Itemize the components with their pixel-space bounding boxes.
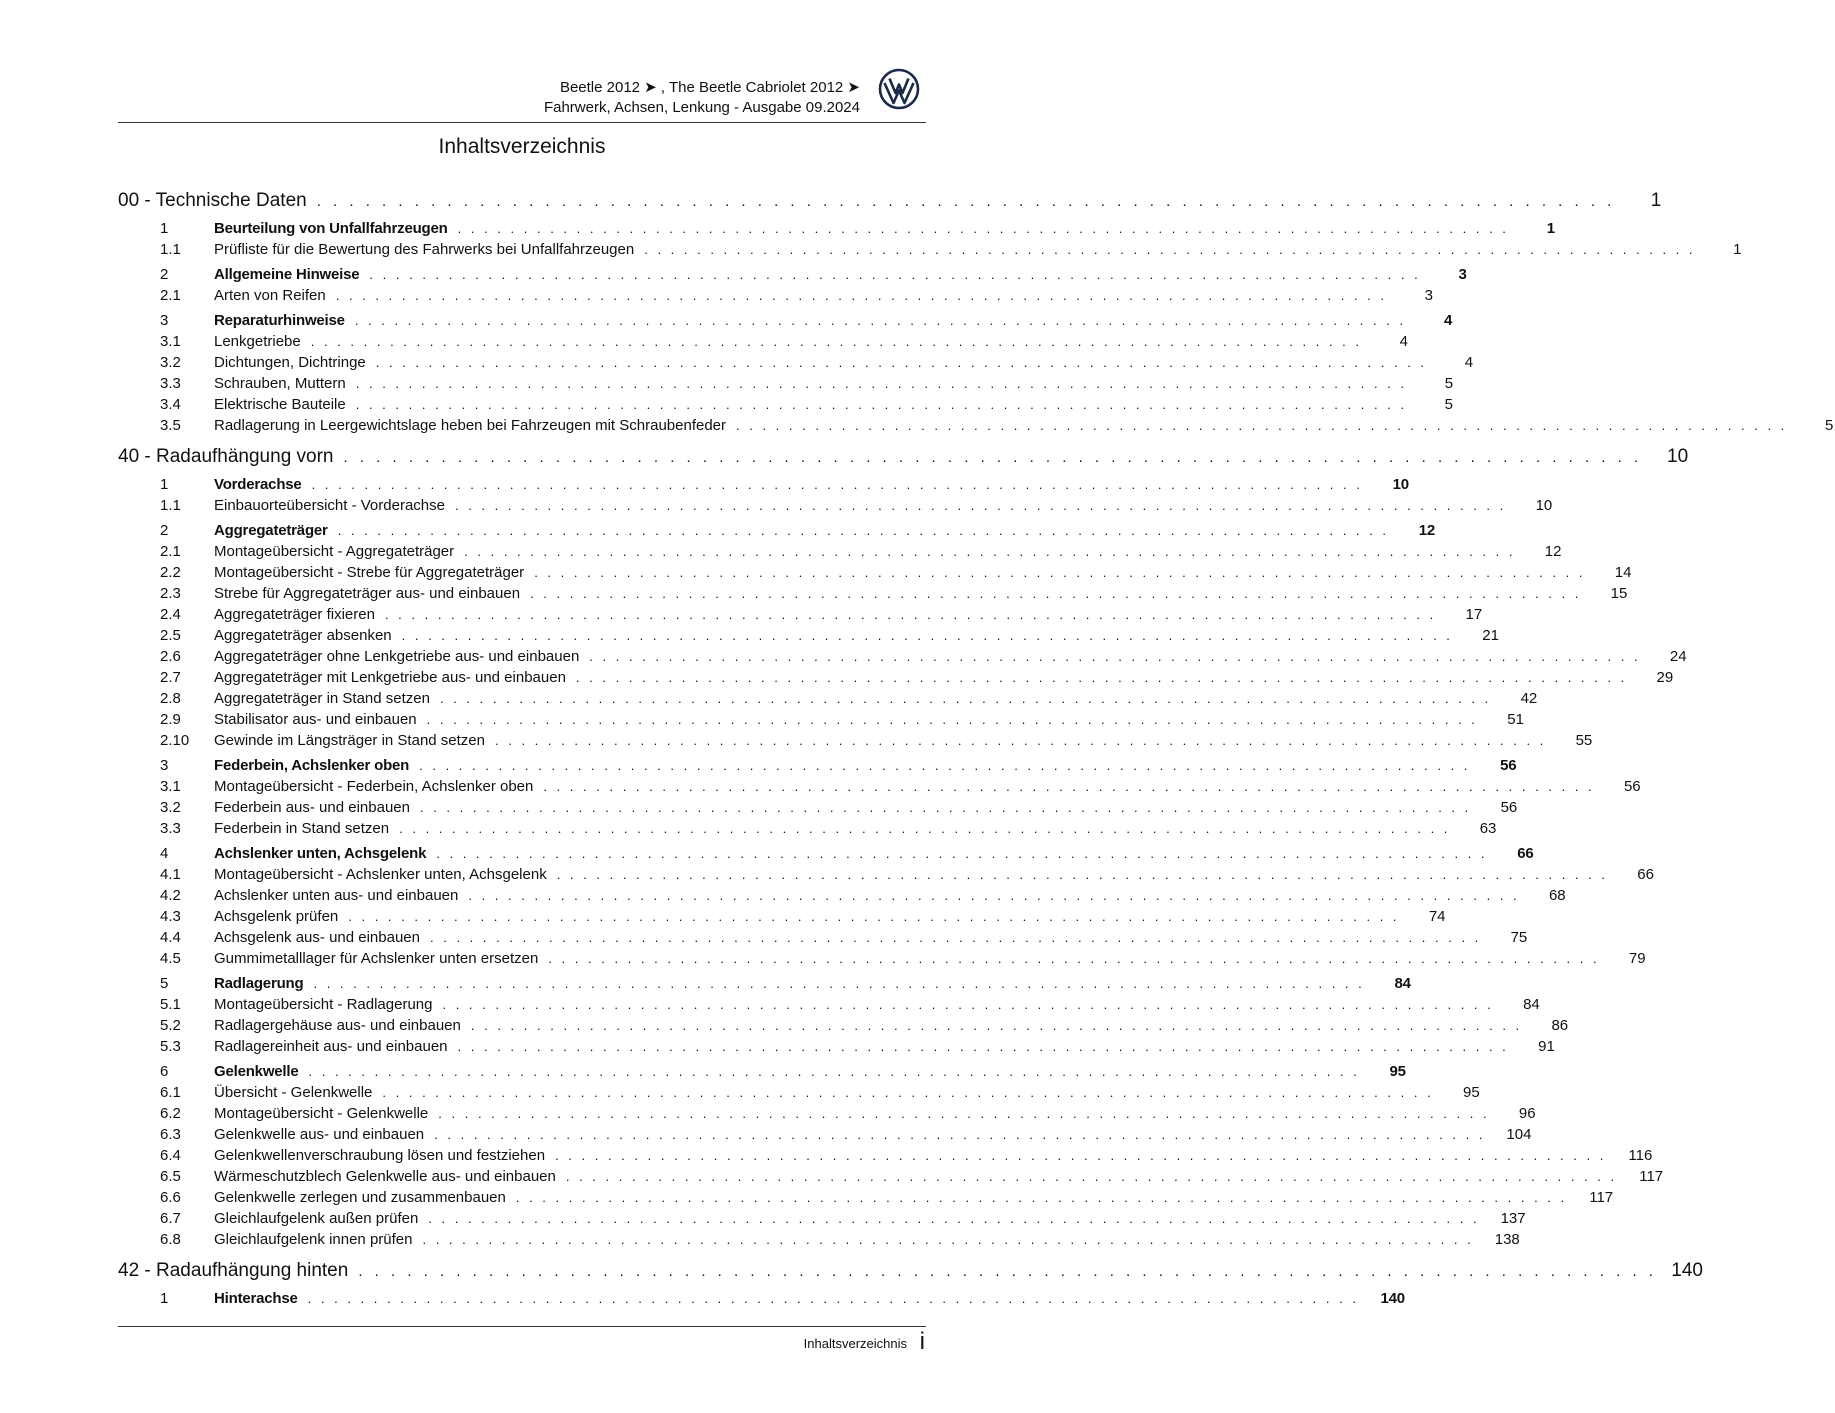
- toc-page-number: 24: [1669, 648, 1687, 665]
- toc-sub-row[interactable]: [118, 1038, 1555, 1059]
- page-header: [118, 78, 926, 122]
- toc-number: 1: [160, 476, 169, 493]
- toc-title: Allgemeine Hinweise: [214, 266, 360, 283]
- toc-title: Aggregateträger in Stand setzen: [214, 690, 430, 707]
- toc-page-number: 116: [1628, 1147, 1653, 1164]
- toc-page-number: 55: [1575, 732, 1593, 749]
- toc-title: Gewinde im Längsträger in Stand setzen: [214, 732, 485, 749]
- toc-leader-dots: . . . . . . . . . . . . . . . . . . . . . . . . . . . . . . . . . . . . . . . . . . . . . . . . . . . . . . . . . . . . . . . . . . . . . . . . . . . . . . . .: [399, 821, 1451, 836]
- toc-sub-row[interactable]: [118, 1147, 1653, 1168]
- header-text: [544, 78, 860, 117]
- toc-page-number: 86: [1551, 1017, 1569, 1034]
- toc-number: 4.1: [160, 866, 181, 883]
- toc-page-number: 84: [1523, 996, 1540, 1013]
- toc-sub-row[interactable]: [118, 375, 1454, 396]
- toc-title: Schrauben, Muttern: [214, 375, 346, 392]
- toc-leader-dots: . . . . . . . . . . . . . . . . . . . . . . . . . . . . . . . . . . . . . . . . . . . . . . . . . . . . . . . . . . . . . . . . . . . . . . . . . . . . . . . .: [419, 758, 1471, 773]
- toc-title: Montageübersicht - Federbein, Achslenker oben: [214, 778, 534, 795]
- toc-page-number: 1: [1733, 241, 1742, 258]
- toc-title: Lenkgetriebe: [214, 333, 301, 350]
- toc-leader-dots: . . . . . . . . . . . . . . . . . . . . . . . . . . . . . . . . . . . . . . . . . . . . . . . . . . . . . . . . . . . . . . . . . . . . . . . . . . . . . . . .: [457, 1039, 1509, 1054]
- toc-section-row[interactable]: [118, 220, 1555, 241]
- toc-number: 3.3: [160, 375, 181, 392]
- toc-title: Gummimetalllager für Achslenker unten ersetzen: [214, 950, 539, 967]
- toc-page-number: 4: [1443, 312, 1453, 329]
- toc-page-number: 10: [1667, 446, 1689, 467]
- toc-number: 3.1: [160, 778, 181, 795]
- toc-leader-dots: . . . . . . . . . . . . . . . . . . . . . . . . . . . . . . . . . . . . . . . . . . . . . . . . . . . . . . . . . . . . . . . . . . . . . . . . . . . . . . . .: [375, 355, 1428, 370]
- toc-title: Achslenker unten, Achsgelenk: [214, 845, 427, 862]
- toc-number: 2.6: [160, 648, 181, 665]
- toc-section-row[interactable]: [118, 845, 1534, 866]
- toc-sub-row[interactable]: [118, 606, 1483, 627]
- toc-number: 6.7: [160, 1210, 181, 1227]
- toc-number: 3.5: [160, 417, 181, 434]
- toc-leader-dots: . . . . . . . . . . . . . . . . . . . . . . . . . . . . . . . . . . . . . . . . . . . . . . . . . . . . . . . . . . . . . . . . . . . . . . . . . . . . . . . .: [316, 193, 1616, 210]
- toc-number: 5.2: [160, 1017, 181, 1034]
- toc-page-number: 3: [1424, 287, 1434, 304]
- toc-leader-dots: . . . . . . . . . . . . . . . . . . . . . . . . . . . . . . . . . . . . . . . . . . . . . . . . . . . . . . . . . . . . . . . . . . . . . . . . . . . . . . . .: [354, 313, 1407, 328]
- toc-number: 3.2: [160, 354, 181, 371]
- toc-page-number: 137: [1500, 1210, 1526, 1227]
- toc-number: 6.6: [160, 1189, 181, 1206]
- toc-leader-dots: . . . . . . . . . . . . . . . . . . . . . . . . . . . . . . . . . . . . . . . . . . . . . . . . . . . . . . . . . . . . . . . . . . . . . . . . . . . . . . . .: [436, 846, 1488, 861]
- toc-page-number: 79: [1628, 950, 1646, 967]
- toc-page-number: 5: [1444, 396, 1454, 413]
- toc-page-number: 4: [1399, 333, 1409, 350]
- toc-page-number: 21: [1482, 627, 1499, 644]
- toc-title: Gleichlaufgelenk außen prüfen: [214, 1210, 419, 1227]
- toc-section-row[interactable]: [118, 522, 1435, 543]
- toc-title: Aggregateträger mit Lenkgetriebe aus- und einbauen: [214, 669, 566, 686]
- toc-sub-row[interactable]: [118, 1105, 1536, 1126]
- toc-title: Montageübersicht - Achslenker unten, Achsgelenk: [214, 866, 547, 883]
- toc-sub-row[interactable]: [118, 1210, 1526, 1231]
- toc-number: 6.4: [160, 1147, 181, 1164]
- footer-divider: [118, 1326, 926, 1327]
- toc-leader-dots: . . . . . . . . . . . . . . . . . . . . . . . . . . . . . . . . . . . . . . . . . . . . . . . . . . . . . . . . . . . . . . . . . . . . . . . . . . . . . . . .: [343, 449, 1643, 466]
- toc-page-number: 56: [1500, 799, 1518, 816]
- toc-sub-row[interactable]: [118, 908, 1446, 929]
- toc-page-number: 56: [1623, 778, 1641, 795]
- toc-sub-row[interactable]: [118, 866, 1654, 887]
- toc-sub-row[interactable]: [118, 950, 1646, 971]
- toc-page-number: 117: [1639, 1168, 1664, 1185]
- toc-leader-dots: . . . . . . . . . . . . . . . . . . . . . . . . . . . . . . . . . . . . . . . . . . . . . . . . . . . . . . . . . . . . . . . . . . . . . . . . . . . . . . . .: [644, 242, 1696, 257]
- toc-leader-dots: . . . . . . . . . . . . . . . . . . . . . . . . . . . . . . . . . . . . . . . . . . . . . . . . . . . . . . . . . . . . . . . . . . . . . . . . . . . . . . . .: [736, 418, 1788, 433]
- toc-page-number: 10: [1392, 476, 1409, 493]
- toc-page-number: 74: [1428, 908, 1446, 925]
- toc-sub-row[interactable]: [118, 820, 1497, 841]
- toc-number: 6.8: [160, 1231, 181, 1248]
- toc-leader-dots: . . . . . . . . . . . . . . . . . . . . . . . . . . . . . . . . . . . . . . . . . . . . . . . . . . . . . . . . . . . . . . . . . . . . . . . . . . . . . . . .: [337, 523, 1389, 538]
- toc-leader-dots: . . . . . . . . . . . . . . . . . . . . . . . . . . . . . . . . . . . . . . . . . . . . . . . . . . . . . . . . . . . . . . . . . . . . . . . . . . . . . . . .: [468, 888, 1520, 903]
- toc-number: 1.1: [160, 241, 181, 258]
- toc-page-number: 17: [1465, 606, 1483, 623]
- toc-leader-dots: . . . . . . . . . . . . . . . . . . . . . . . . . . . . . . . . . . . . . . . . . . . . . . . . . . . . . . . . . . . . . . . . . . . . . . . . . . . . . . . .: [438, 1106, 1490, 1121]
- toc-title: Aggregateträger fixieren: [214, 606, 375, 623]
- toc-leader-dots: . . . . . . . . . . . . . . . . . . . . . . . . . . . . . . . . . . . . . . . . . . . . . . . . . . . . . . . . . . . . . . . . . . . . . . . . . . . . . . . .: [575, 670, 1628, 685]
- toc-number: 2.4: [160, 606, 181, 623]
- toc-leader-dots: . . . . . . . . . . . . . . . . . . . . . . . . . . . . . . . . . . . . . . . . . . . . . . . . . . . . . . . . . . . . . . . . . . . . . . . . . . . . . . . .: [355, 376, 1408, 391]
- toc-sub-row[interactable]: [118, 732, 1593, 753]
- toc-leader-dots: . . . . . . . . . . . . . . . . . . . . . . . . . . . . . . . . . . . . . . . . . . . . . . . . . . . . . . . . . . . . . . . . . . . . . . . . . . . . . . . .: [464, 544, 1516, 559]
- toc-sub-row[interactable]: [118, 1084, 1480, 1105]
- toc-sub-row[interactable]: [118, 497, 1553, 518]
- toc-leader-dots: . . . . . . . . . . . . . . . . . . . . . . . . . . . . . . . . . . . . . . . . . . . . . . . . . . . . . . . . . . . . . . . . . . . . . . . . . . . . . . . .: [565, 1169, 1618, 1184]
- toc-sub-row[interactable]: [118, 333, 1409, 354]
- toc-leader-dots: . . . . . . . . . . . . . . . . . . . . . . . . . . . . . . . . . . . . . . . . . . . . . . . . . . . . . . . . . . . . . . . . . . . . . . . . . . . . . . . .: [556, 867, 1608, 882]
- toc-number: 4.3: [160, 908, 181, 925]
- toc-number: 6.2: [160, 1105, 181, 1122]
- toc-sub-row[interactable]: [118, 690, 1538, 711]
- toc-sub-row[interactable]: [118, 929, 1528, 950]
- toc-number: 2.3: [160, 585, 181, 602]
- toc-title: Gelenkwelle aus- und einbauen: [214, 1126, 425, 1143]
- toc-section-row[interactable]: [118, 975, 1411, 996]
- toc-number: 5.1: [160, 996, 181, 1013]
- toc-chapter-row[interactable]: [118, 1260, 1703, 1290]
- toc-title: Aggregateträger: [214, 522, 328, 539]
- toc-title: Achsgelenk prüfen: [214, 908, 339, 925]
- toc-title: Prüfliste für die Bewertung des Fahrwerks bei Unfallfahrzeugen: [214, 241, 635, 258]
- toc-sub-row[interactable]: [118, 543, 1562, 564]
- toc-number: 6.5: [160, 1168, 181, 1185]
- toc-section-row[interactable]: [118, 312, 1453, 333]
- toc-leader-dots: . . . . . . . . . . . . . . . . . . . . . . . . . . . . . . . . . . . . . . . . . . . . . . . . . . . . . . . . . . . . . . . . . . . . . . . . . . . . . . . .: [434, 1127, 1486, 1142]
- toc-leader-dots: . . . . . . . . . . . . . . . . . . . . . . . . . . . . . . . . . . . . . . . . . . . . . . . . . . . . . . . . . . . . . . . . . . . . . . . . . . . . . . . .: [358, 1263, 1657, 1280]
- toc-leader-dots: . . . . . . . . . . . . . . . . . . . . . . . . . . . . . . . . . . . . . . . . . . . . . . . . . . . . . . . . . . . . . . . . . . . . . . . . . . . . . . . .: [355, 397, 1408, 412]
- toc-number: 3: [160, 757, 169, 774]
- toc-title: Aggregateträger absenken: [214, 627, 392, 644]
- toc-title: Montageübersicht - Aggregateträger: [214, 543, 455, 560]
- toc-page-number: 75: [1510, 929, 1528, 946]
- toc-title: Federbein aus- und einbauen: [214, 799, 410, 816]
- toc-sub-row[interactable]: [118, 585, 1628, 606]
- toc-leader-dots: . . . . . . . . . . . . . . . . . . . . . . . . . . . . . . . . . . . . . . . . . . . . . . . . . . . . . . . . . . . . . . . . . . . . . . . . . . . . . . . .: [428, 1211, 1480, 1226]
- toc-leader-dots: . . . . . . . . . . . . . . . . . . . . . . . . . . . . . . . . . . . . . . . . . . . . . . . . . . . . . . . . . . . . . . . . . . . . . . . . . . . . . . . .: [313, 976, 1365, 991]
- toc-number: 6: [160, 1063, 169, 1080]
- vw-logo-icon: [878, 68, 920, 110]
- toc-page-number: 84: [1394, 975, 1411, 992]
- toc-title: Beurteilung von Unfallfahrzeugen: [214, 220, 448, 237]
- toc-page-number: 15: [1610, 585, 1628, 602]
- toc-title: Gleichlaufgelenk innen prüfen: [214, 1231, 413, 1248]
- toc-leader-dots: . . . . . . . . . . . . . . . . . . . . . . . . . . . . . . . . . . . . . . . . . . . . . . . . . . . . . . . . . . . . . . . . . . . . . . . . . . . . . . . .: [439, 691, 1492, 706]
- toc-title: Radlagerung in Leergewichtslage heben bei Fahrzeugen mit Schraubenfeder: [214, 417, 727, 434]
- toc-leader-dots: . . . . . . . . . . . . . . . . . . . . . . . . . . . . . . . . . . . . . . . . . . . . . . . . . . . . . . . . . . . . . . . . . . . . . . . . . . . . . . . .: [548, 951, 1600, 966]
- toc-sub-row[interactable]: [118, 354, 1474, 375]
- toc-sub-row[interactable]: [118, 669, 1674, 690]
- toc-leader-dots: . . . . . . . . . . . . . . . . . . . . . . . . . . . . . . . . . . . . . . . . . . . . . . . . . . . . . . . . . . . . . . . . . . . . . . . . . . . . . . . .: [534, 565, 1586, 580]
- toc-title: Montageübersicht - Radlagerung: [214, 996, 433, 1013]
- toc-page-number: 104: [1506, 1126, 1532, 1143]
- toc-leader-dots: . . . . . . . . . . . . . . . . . . . . . . . . . . . . . . . . . . . . . . . . . . . . . . . . . . . . . . . . . . . . . . . . . . . . . . . . . . . . . . . .: [422, 1232, 1474, 1247]
- toc-page-number: 140: [1671, 1260, 1703, 1281]
- toc-page-number: 138: [1494, 1231, 1520, 1248]
- toc-title: Federbein in Stand setzen: [214, 820, 390, 837]
- toc-title: Radlagereinheit aus- und einbauen: [214, 1038, 448, 1055]
- toc-sub-row[interactable]: [118, 417, 1834, 438]
- toc-number: 1.1: [160, 497, 181, 514]
- toc-leader-dots: . . . . . . . . . . . . . . . . . . . . . . . . . . . . . . . . . . . . . . . . . . . . . . . . . . . . . . . . . . . . . . . . . . . . . . . . . . . . . . . .: [382, 1085, 1434, 1100]
- toc-title: Übersicht - Gelenkwelle: [214, 1084, 373, 1101]
- toc-title: Dichtungen, Dichtringe: [214, 354, 366, 371]
- toc-number: 3: [160, 312, 169, 329]
- toc-page-number: 56: [1500, 757, 1517, 774]
- toc-page-number: 12: [1418, 522, 1435, 539]
- toc-sub-row[interactable]: [118, 887, 1566, 908]
- toc-number: 4.5: [160, 950, 181, 967]
- toc-number: 2.5: [160, 627, 181, 644]
- toc-section-row[interactable]: [118, 266, 1467, 287]
- toc-number: 5: [160, 975, 169, 992]
- toc-title: Gelenkwellenverschraubung lösen und festziehen: [214, 1147, 546, 1164]
- toc-page-number: 68: [1548, 887, 1566, 904]
- toc-page-number: 66: [1637, 866, 1654, 883]
- toc-sub-row[interactable]: [118, 1189, 1614, 1210]
- toc-number: 2: [160, 266, 169, 283]
- toc-page-number: 51: [1507, 711, 1524, 728]
- toc-sub-row[interactable]: [118, 1017, 1569, 1038]
- toc-number: 2: [160, 522, 169, 539]
- toc-title: Einbauorteübersicht - Vorderachse: [214, 497, 445, 514]
- toc-sub-row[interactable]: [118, 396, 1454, 417]
- toc-number: 1: [160, 1290, 169, 1307]
- toc-number: 2.2: [160, 564, 181, 581]
- table-of-contents: [118, 190, 1834, 1311]
- toc-number: 2.8: [160, 690, 181, 707]
- toc-leader-dots: . . . . . . . . . . . . . . . . . . . . . . . . . . . . . . . . . . . . . . . . . . . . . . . . . . . . . . . . . . . . . . . . . . . . . . . . . . . . . . . .: [426, 712, 1478, 727]
- toc-title: Gelenkwelle: [214, 1063, 299, 1080]
- toc-number: 3.4: [160, 396, 181, 413]
- toc-title: Elektrische Bauteile: [214, 396, 346, 413]
- toc-number: 2.10: [160, 732, 190, 749]
- toc-sub-row[interactable]: [118, 1231, 1520, 1252]
- toc-leader-dots: . . . . . . . . . . . . . . . . . . . . . . . . . . . . . . . . . . . . . . . . . . . . . . . . . . . . . . . . . . . . . . . . . . . . . . . . . . . . . . . .: [530, 586, 1582, 601]
- toc-leader-dots: . . . . . . . . . . . . . . . . . . . . . . . . . . . . . . . . . . . . . . . . . . . . . . . . . . . . . . . . . . . . . . . . . . . . . . . . . . . . . . . .: [401, 628, 1453, 643]
- toc-sub-row[interactable]: [118, 778, 1641, 799]
- toc-leader-dots: . . . . . . . . . . . . . . . . . . . . . . . . . . . . . . . . . . . . . . . . . . . . . . . . . . . . . . . . . . . . . . . . . . . . . . . . . . . . . . . .: [430, 930, 1482, 945]
- toc-number: 3.1: [160, 333, 181, 350]
- toc-section-row[interactable]: [118, 1063, 1406, 1084]
- toc-number: 6.1: [160, 1084, 181, 1101]
- footer-label: Inhaltsverzeichnis: [803, 1336, 907, 1351]
- toc-leader-dots: . . . . . . . . . . . . . . . . . . . . . . . . . . . . . . . . . . . . . . . . . . . . . . . . . . . . . . . . . . . . . . . . . . . . . . . . . . . . . . . .: [384, 607, 1437, 622]
- toc-leader-dots: . . . . . . . . . . . . . . . . . . . . . . . . . . . . . . . . . . . . . . . . . . . . . . . . . . . . . . . . . . . . . . . . . . . . . . . . . . . . . . . .: [369, 267, 1421, 282]
- toc-page-number: 1: [1546, 220, 1555, 237]
- toc-sub-row[interactable]: [118, 799, 1518, 820]
- toc-number: 3.3: [160, 820, 181, 837]
- toc-number: 4: [160, 845, 169, 862]
- toc-number: 1: [160, 220, 169, 237]
- toc-number: 6.3: [160, 1126, 181, 1143]
- toc-chapter-row[interactable]: [118, 190, 1662, 220]
- toc-title: 00 - Technische Daten: [118, 190, 307, 211]
- toc-sub-row[interactable]: [118, 1168, 1664, 1189]
- header-line-1: Beetle 2012 ➤ , The Beetle Cabriolet 2012 ➤: [559, 79, 860, 96]
- toc-leader-dots: . . . . . . . . . . . . . . . . . . . . . . . . . . . . . . . . . . . . . . . . . . . . . . . . . . . . . . . . . . . . . . . . . . . . . . . . . . . . . . . .: [442, 997, 1494, 1012]
- toc-leader-dots: . . . . . . . . . . . . . . . . . . . . . . . . . . . . . . . . . . . . . . . . . . . . . . . . . . . . . . . . . . . . . . . . . . . . . . . . . . . . . . . .: [308, 1064, 1360, 1079]
- toc-leader-dots: . . . . . . . . . . . . . . . . . . . . . . . . . . . . . . . . . . . . . . . . . . . . . . . . . . . . . . . . . . . . . . . . . . . . . . . . . . . . . . . .: [555, 1148, 1607, 1163]
- toc-sub-row[interactable]: [118, 627, 1499, 648]
- toc-page-number: 12: [1544, 543, 1562, 560]
- toc-number: 2.1: [160, 543, 181, 560]
- toc-title: Achsgelenk aus- und einbauen: [214, 929, 420, 946]
- toc-chapter-row[interactable]: [118, 446, 1689, 476]
- toc-title: Gelenkwelle zerlegen und zusammenbauen: [214, 1189, 506, 1206]
- toc-leader-dots: . . . . . . . . . . . . . . . . . . . . . . . . . . . . . . . . . . . . . . . . . . . . . . . . . . . . . . . . . . . . . . . . . . . . . . . . . . . . . . . .: [335, 288, 1388, 303]
- toc-page-number: 5: [1824, 417, 1834, 434]
- toc-title: 40 - Radaufhängung vorn: [118, 446, 334, 467]
- toc-page-number: 5: [1444, 375, 1454, 392]
- toc-leader-dots: . . . . . . . . . . . . . . . . . . . . . . . . . . . . . . . . . . . . . . . . . . . . . . . . . . . . . . . . . . . . . . . . . . . . . . . . . . . . . . . .: [311, 477, 1363, 492]
- toc-number: 2.7: [160, 669, 181, 686]
- toc-sub-row[interactable]: [118, 241, 1742, 262]
- header-line-2: Fahrwerk, Achsen, Lenkung - Ausgabe 09.2024: [543, 98, 860, 116]
- toc-title: Federbein, Achslenker oben: [214, 757, 410, 774]
- toc-section-row[interactable]: [118, 1290, 1405, 1311]
- toc-title: Stabilisator aus- und einbauen: [214, 711, 417, 728]
- toc-number: 3.2: [160, 799, 181, 816]
- toc-page-number: 63: [1479, 820, 1497, 837]
- toc-leader-dots: . . . . . . . . . . . . . . . . . . . . . . . . . . . . . . . . . . . . . . . . . . . . . . . . . . . . . . . . . . . . . . . . . . . . . . . . . . . . . . . .: [470, 1018, 1523, 1033]
- toc-leader-dots: . . . . . . . . . . . . . . . . . . . . . . . . . . . . . . . . . . . . . . . . . . . . . . . . . . . . . . . . . . . . . . . . . . . . . . . . . . . . . . . .: [589, 649, 1641, 664]
- toc-leader-dots: . . . . . . . . . . . . . . . . . . . . . . . . . . . . . . . . . . . . . . . . . . . . . . . . . . . . . . . . . . . . . . . . . . . . . . . . . . . . . . . .: [543, 779, 1595, 794]
- toc-sub-row[interactable]: [118, 711, 1524, 732]
- toc-page-number: 10: [1535, 497, 1553, 514]
- toc-title: 42 - Radaufhängung hinten: [118, 1260, 349, 1281]
- toc-number: 4.4: [160, 929, 181, 946]
- toc-title: Montageübersicht - Gelenkwelle: [214, 1105, 429, 1122]
- toc-title: Hinterachse: [214, 1290, 298, 1307]
- toc-page-number: 29: [1656, 669, 1674, 686]
- toc-number: 5.3: [160, 1038, 181, 1055]
- toc-leader-dots: . . . . . . . . . . . . . . . . . . . . . . . . . . . . . . . . . . . . . . . . . . . . . . . . . . . . . . . . . . . . . . . . . . . . . . . . . . . . . . . .: [457, 221, 1509, 236]
- toc-title: Radlagerung: [214, 975, 304, 992]
- toc-number: 4.2: [160, 887, 181, 904]
- toc-number: 2.9: [160, 711, 181, 728]
- toc-page-number: 3: [1458, 266, 1467, 283]
- toc-title: Vorderachse: [214, 476, 302, 493]
- toc-leader-dots: . . . . . . . . . . . . . . . . . . . . . . . . . . . . . . . . . . . . . . . . . . . . . . . . . . . . . . . . . . . . . . . . . . . . . . . . . . . . . . . .: [454, 498, 1507, 513]
- toc-sub-row[interactable]: [118, 1126, 1532, 1147]
- toc-leader-dots: . . . . . . . . . . . . . . . . . . . . . . . . . . . . . . . . . . . . . . . . . . . . . . . . . . . . . . . . . . . . . . . . . . . . . . . . . . . . . . . .: [495, 733, 1547, 748]
- toc-page-number: 117: [1589, 1189, 1614, 1206]
- toc-page-number: 1: [1650, 190, 1662, 211]
- toc-leader-dots: . . . . . . . . . . . . . . . . . . . . . . . . . . . . . . . . . . . . . . . . . . . . . . . . . . . . . . . . . . . . . . . . . . . . . . . . . . . . . . . .: [310, 334, 1363, 349]
- toc-section-row[interactable]: [118, 476, 1409, 497]
- toc-title: Radlagergehäuse aus- und einbauen: [214, 1017, 461, 1034]
- toc-section-row[interactable]: [118, 757, 1517, 778]
- toc-sub-row[interactable]: [118, 564, 1632, 585]
- toc-page-number: 66: [1517, 845, 1534, 862]
- toc-number: 2.1: [160, 287, 181, 304]
- toc-page-number: 95: [1463, 1084, 1480, 1101]
- toc-page-number: 140: [1380, 1290, 1405, 1307]
- toc-leader-dots: . . . . . . . . . . . . . . . . . . . . . . . . . . . . . . . . . . . . . . . . . . . . . . . . . . . . . . . . . . . . . . . . . . . . . . . . . . . . . . . .: [307, 1291, 1359, 1306]
- toc-title: Arten von Reifen: [214, 287, 326, 304]
- toc-title: Wärmeschutzblech Gelenkwelle aus- und einbauen: [214, 1168, 556, 1185]
- toc-page-number: 91: [1538, 1038, 1555, 1055]
- toc-sub-row[interactable]: [118, 996, 1540, 1017]
- toc-sub-row[interactable]: [118, 648, 1687, 669]
- toc-page-number: 14: [1614, 564, 1632, 581]
- header-divider: [118, 122, 926, 123]
- toc-page-number: 96: [1518, 1105, 1536, 1122]
- toc-title: Strebe für Aggregateträger aus- und einbauen: [214, 585, 521, 602]
- toc-page-number: 42: [1520, 690, 1538, 707]
- toc-leader-dots: . . . . . . . . . . . . . . . . . . . . . . . . . . . . . . . . . . . . . . . . . . . . . . . . . . . . . . . . . . . . . . . . . . . . . . . . . . . . . . . .: [419, 800, 1472, 815]
- page-title: Inhaltsverzeichnis: [438, 135, 606, 158]
- toc-title: Reparaturhinweise: [214, 312, 345, 329]
- toc-sub-row[interactable]: [118, 287, 1434, 308]
- footer-page-number: i: [919, 1328, 925, 1355]
- toc-leader-dots: . . . . . . . . . . . . . . . . . . . . . . . . . . . . . . . . . . . . . . . . . . . . . . . . . . . . . . . . . . . . . . . . . . . . . . . . . . . . . . . .: [348, 909, 1400, 924]
- toc-title: Montageübersicht - Strebe für Aggregateträger: [214, 564, 525, 581]
- toc-page-number: 95: [1389, 1063, 1406, 1080]
- toc-leader-dots: . . . . . . . . . . . . . . . . . . . . . . . . . . . . . . . . . . . . . . . . . . . . . . . . . . . . . . . . . . . . . . . . . . . . . . . . . . . . . . . .: [515, 1190, 1568, 1205]
- toc-title: Achslenker unten aus- und einbauen: [214, 887, 459, 904]
- toc-page-number: 4: [1464, 354, 1474, 371]
- toc-title: Aggregateträger ohne Lenkgetriebe aus- und einbauen: [214, 648, 580, 665]
